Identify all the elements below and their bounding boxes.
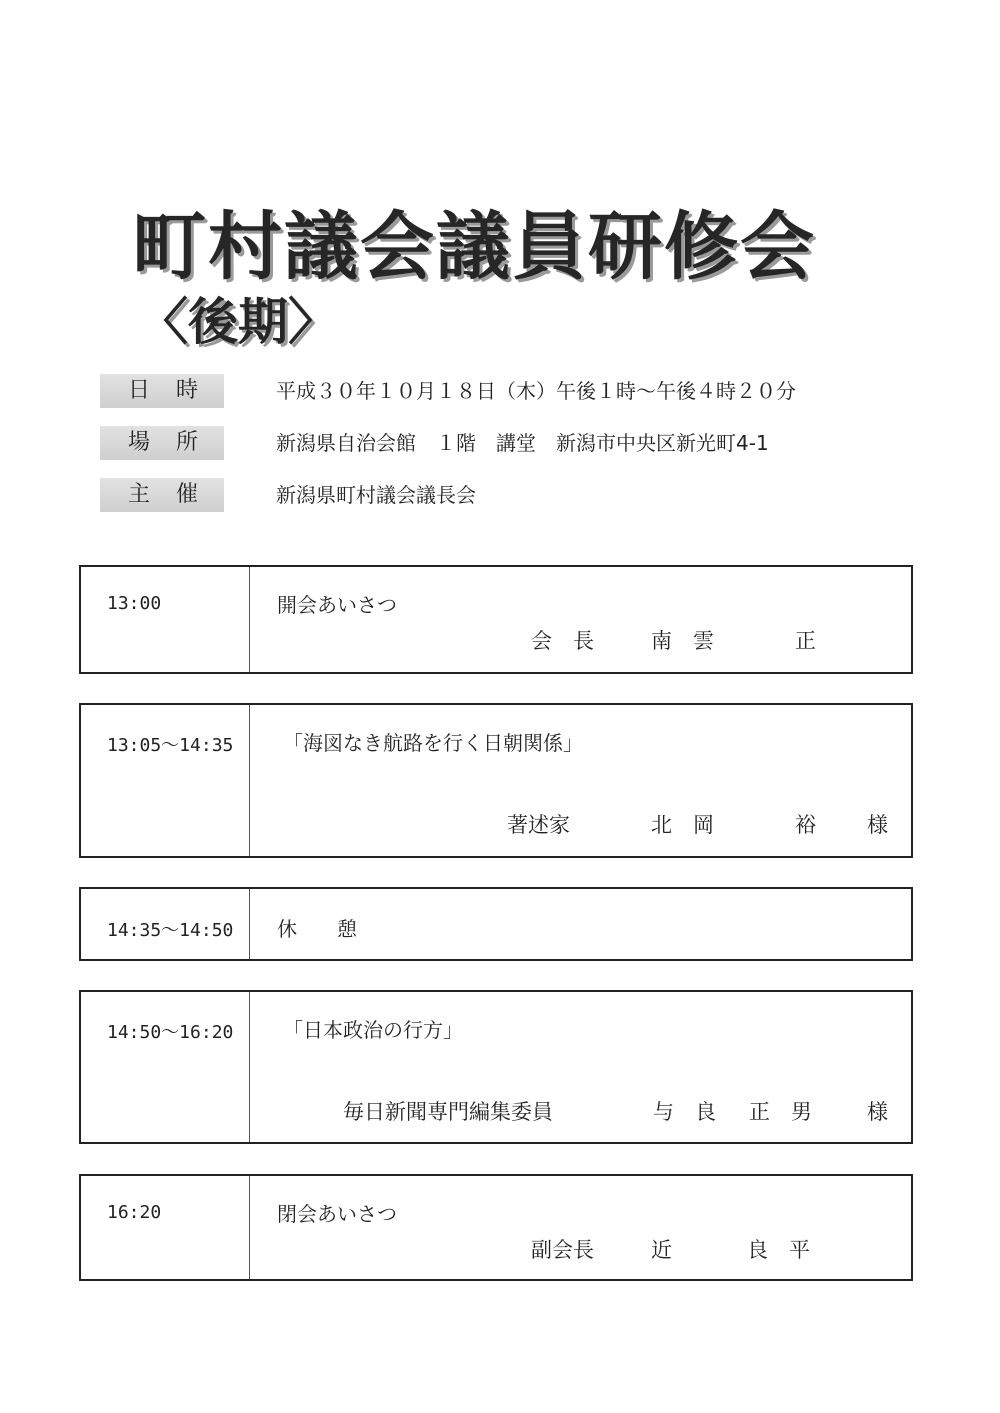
schedule-item-closing — [79, 1174, 913, 1281]
speaker-surname: 南 雲 — [651, 629, 714, 653]
divider — [249, 705, 250, 856]
schedule-item-lecture-2 — [79, 990, 913, 1144]
info-label-char: 主 — [128, 482, 151, 507]
speaker-surname: 近 — [651, 1238, 672, 1262]
info-label — [100, 426, 224, 460]
speaker-role: 毎日新聞専門編集委員 — [343, 1100, 553, 1124]
speaker-role: 会 長 — [531, 629, 594, 653]
divider — [249, 889, 250, 959]
info-value: 平成３０年１０月１８日（木）午後１時～午後４時２０分 — [276, 379, 796, 403]
speaker-given-name: 正 男 — [749, 1100, 812, 1124]
info-value: 新潟県町村議会議長会 — [276, 483, 476, 507]
speaker-role: 副会長 — [531, 1238, 594, 1262]
schedule-title: 閉会あいさつ — [277, 1202, 397, 1226]
info-label — [100, 374, 224, 408]
schedule-title: 開会あいさつ — [277, 593, 397, 617]
page-title: 町村議会議員研修会 — [132, 204, 816, 290]
schedule-time: 14:50～16:20 — [107, 1022, 234, 1043]
schedule-time: 14:35～14:50 — [107, 920, 234, 941]
schedule-title: 休 憩 — [277, 917, 357, 941]
schedule-item-break — [79, 887, 913, 961]
divider — [249, 992, 250, 1142]
speaker-honorific: 様 — [867, 1100, 888, 1124]
speaker-given-name: 裕 — [795, 813, 816, 837]
info-label — [100, 478, 224, 512]
speaker-surname: 北 岡 — [651, 813, 714, 837]
speaker-role: 著述家 — [507, 813, 570, 837]
speaker-honorific: 様 — [867, 813, 888, 837]
schedule-item-opening — [79, 565, 913, 674]
info-label-char: 催 — [176, 482, 199, 507]
speaker-surname: 与 良 — [653, 1100, 716, 1124]
speaker-given-name: 良 平 — [747, 1238, 810, 1262]
info-label-char: 場 — [128, 430, 151, 455]
schedule-item-lecture-1 — [79, 703, 913, 858]
page-subtitle: 〈後期〉 — [138, 293, 338, 351]
speaker-given-name: 正 — [795, 629, 816, 653]
info-label-char: 所 — [176, 430, 199, 455]
schedule-time: 16:20 — [107, 1202, 162, 1223]
schedule-title: 「海図なき航路を行く日朝関係」 — [283, 731, 583, 755]
divider — [249, 567, 250, 672]
schedule-time: 13:00 — [107, 593, 162, 614]
schedule-time: 13:05～14:35 — [107, 735, 234, 756]
divider — [249, 1176, 250, 1279]
info-label-char: 日 — [128, 378, 151, 403]
info-label-char: 時 — [176, 378, 199, 403]
schedule-title: 「日本政治の行方」 — [283, 1018, 463, 1042]
info-value: 新潟県自治会館 １階 講堂 新潟市中央区新光町4-1 — [276, 431, 769, 455]
